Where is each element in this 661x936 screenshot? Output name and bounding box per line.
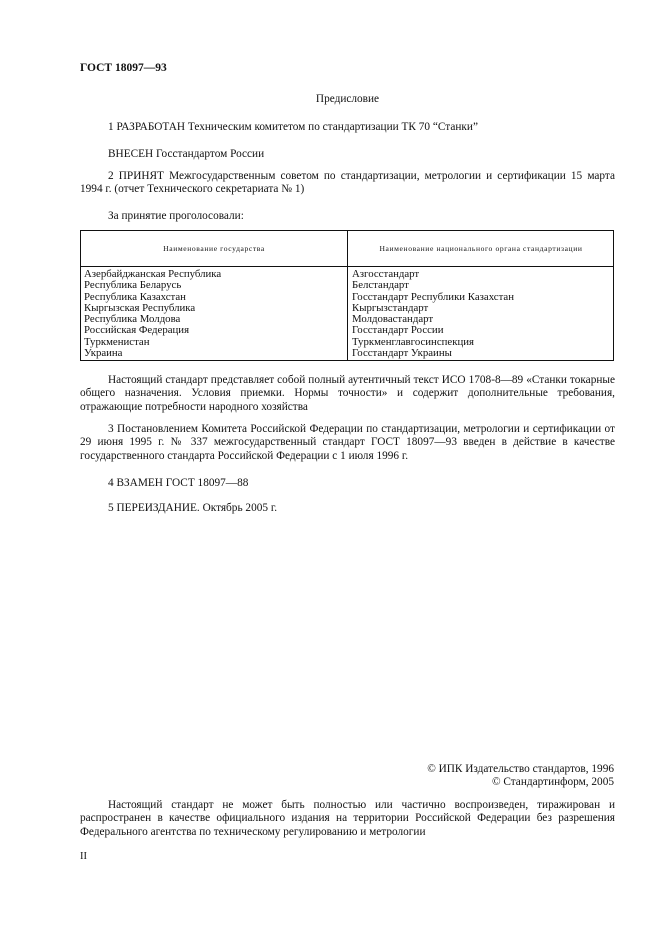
copyright-line: © ИПК Издательство стандартов, 1996 [427,763,614,775]
foreword-title: Предисловие [315,93,380,105]
paragraph-authentic-text: Настоящий стандарт представляет собой полный аутентичный текст ИСО 1708-8—89 «Станки токарные общего назначения. Условия приемки. Нормы точности» и содержит дополнительные требования, отражающие потребности народного хозяйства [80,374,615,413]
paragraph-reissue: 5 ПЕРЕИЗДАНИЕ. Октябрь 2005 г. [108,502,278,514]
table-header-state: Наименование государства [163,243,265,253]
table-cell: Госстандарт России [352,324,444,337]
table-cell: Российская Федерация [84,324,190,337]
paragraph-introduced: ВНЕСЕН Госстандартом России [108,148,265,160]
table-cell: Республика Беларусь [84,279,182,292]
table-column-bodies [352,269,514,359]
page-number: II [80,851,87,862]
paragraph-replaces: 4 ВЗАМЕН ГОСТ 18097—88 [108,477,249,489]
table-cell: Азгосстандарт [352,268,420,280]
table-cell: Туркменистан [84,335,150,348]
paragraph-developed: 1 РАЗРАБОТАН Техническим комитетом по стандартизации ТК 70 “Станки” [108,121,478,133]
table-cell: Госстандарт Украины [352,347,452,360]
reproduction-notice: Настоящий стандарт не может быть полностью или частично воспроизведен, тиражирован и распространен в качестве официального издания на территории Российской Федерации без разрешения Федерального агентства по техническому регулированию и метрологии [80,799,615,838]
paragraph-enacted: 3 Постановлением Комитета Российской Федерации по стандартизации, метрологии и сертификации от 29 июня 1995 г. № 337 межгосударственный стандарт ГОСТ 18097—93 введен в действие в качестве государственного стандарта Российской Федерации с 1 июля 1996 г. [80,423,615,462]
table-cell: Госстандарт Республики Казахстан [352,290,514,303]
voting-table [80,230,614,361]
table-header-body: Наименование национального органа стандартизации [379,243,583,253]
copyright-line: © Стандартинформ, 2005 [491,776,614,789]
paragraph-voted: За принятие проголосовали: [108,210,244,222]
table-cell: Республика Молдова [84,313,181,326]
table-header-divider [81,266,613,267]
table-cell: Молдовастандарт [352,313,434,326]
table-cell: Туркменглавгосинспекция [352,335,474,348]
table-column-states [84,269,221,359]
document-code: ГОСТ 18097—93 [80,62,167,74]
table-cell: Украина [84,347,123,360]
copyright-block [427,763,614,790]
table-cell: Азербайджанская Республика [84,268,222,280]
table-cell: Белстандарт [352,279,409,292]
table-cell: Республика Казахстан [84,290,186,303]
table-cell: Кыргызстандарт [352,301,429,314]
paragraph-adopted: 2 ПРИНЯТ Межгосударственным советом по стандартизации, метрологии и сертификации 15 марта 1994 г. (отчет Технического секретариата № 1) [80,170,615,196]
table-cell: Кыргызская Республика [84,301,196,314]
